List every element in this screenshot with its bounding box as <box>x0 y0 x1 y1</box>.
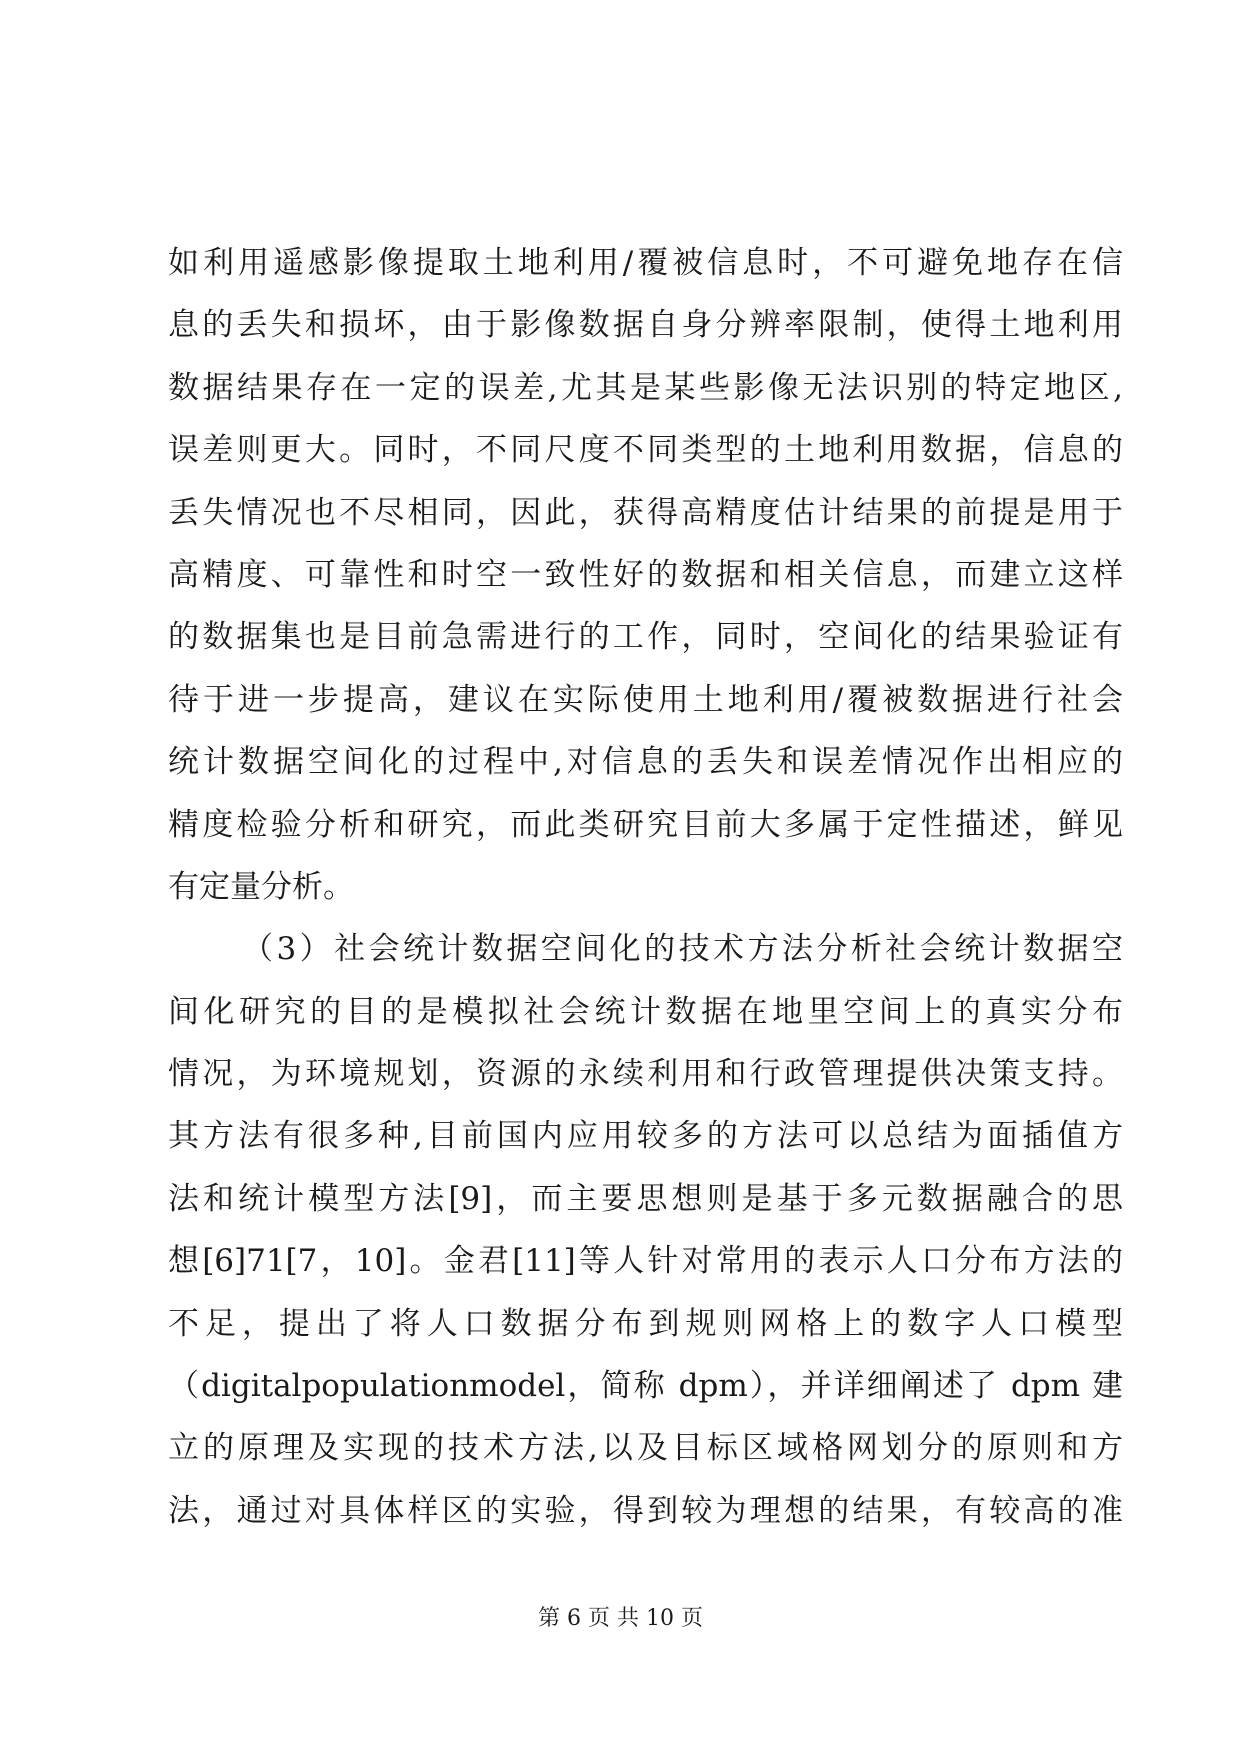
text-line: 精度检验分析和研究，而此类研究目前大多属于定性描述，鲜见 <box>168 806 1123 843</box>
text-line: 想[6]71[7，10]。金君[11]等人针对常用的表示人口分布方法的 <box>168 1243 1123 1280</box>
text-line: （3）社会统计数据空间化的技术方法分析社会统计数据空 <box>242 931 1123 968</box>
text-line: 法，通过对具体样区的实验，得到较为理想的结果，有较高的准 <box>168 1492 1123 1529</box>
paragraph-2 <box>168 918 1123 1542</box>
text-line: 数据结果存在一定的误差,尤其是某些影像无法识别的特定地区, <box>168 369 1123 406</box>
text-line: （digitalpopulationmodel，简称 dpm），并详细阐述了 dpm 建 <box>168 1368 1123 1405</box>
text-line: 误差则更大。同时，不同尺度不同类型的土地利用数据，信息的 <box>168 432 1123 469</box>
text-line: 丢失情况也不尽相同，因此，获得高精度估计结果的前提是用于 <box>168 494 1123 531</box>
text-line: 间化研究的目的是模拟社会统计数据在地里空间上的真实分布 <box>168 993 1123 1030</box>
text-line: 立的原理及实现的技术方法,以及目标区域格网划分的原则和方 <box>168 1430 1123 1467</box>
text-line: 息的丢失和损坏，由于影像数据自身分辨率限制，使得土地利用 <box>168 307 1123 344</box>
text-line: 高精度、可靠性和时空一致性好的数据和相关信息，而建立这样 <box>168 556 1123 593</box>
text-line: 不足，提出了将人口数据分布到规则网格上的数字人口模型 <box>168 1305 1123 1342</box>
text-line: 待于进一步提高，建议在实际使用土地利用/覆被数据进行社会 <box>168 681 1123 718</box>
document-body <box>168 232 1123 1542</box>
text-line: 有定量分析。 <box>168 868 354 905</box>
text-line: 法和统计模型方法[9]，而主要思想则是基于多元数据融合的思 <box>168 1180 1123 1217</box>
page-number-footer: 第 6 页 共 10 页 <box>538 1606 703 1631</box>
text-line: 统计数据空间化的过程中,对信息的丢失和误差情况作出相应的 <box>168 744 1123 781</box>
text-line: 如利用遥感影像提取土地利用/覆被信息时，不可避免地存在信 <box>168 245 1123 281</box>
paragraph-1 <box>168 232 1123 918</box>
text-line: 情况，为环境规划，资源的永续利用和行政管理提供决策支持。 <box>168 1056 1123 1093</box>
text-line: 其方法有很多种,目前国内应用较多的方法可以总结为面插值方 <box>168 1118 1123 1155</box>
text-line: 的数据集也是目前急需进行的工作，同时，空间化的结果验证有 <box>168 619 1123 656</box>
